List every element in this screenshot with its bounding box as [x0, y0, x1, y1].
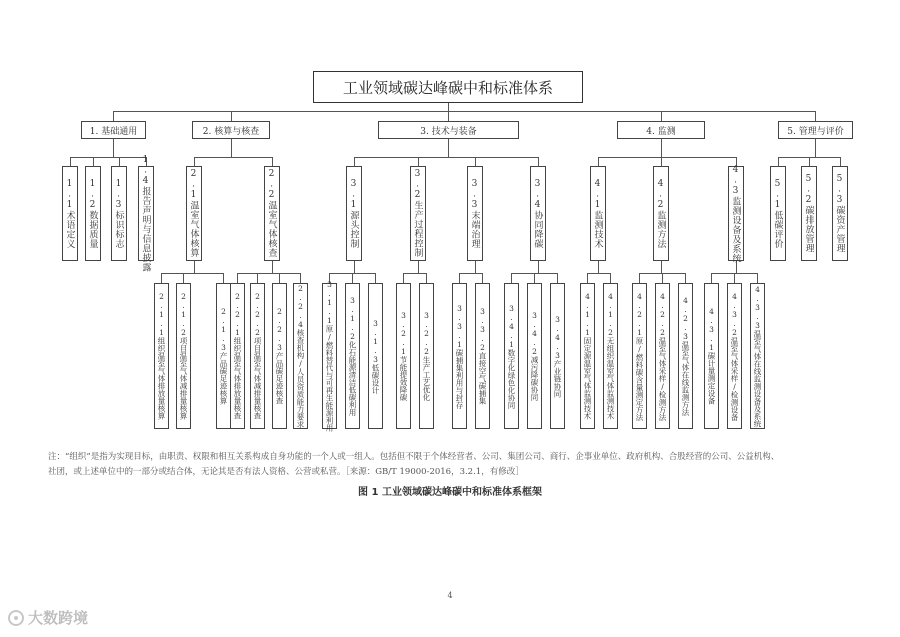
node-2-2-2 — [250, 283, 265, 429]
node-2-2 — [264, 166, 280, 261]
watermark-text: 大数跨境 — [28, 609, 89, 627]
node-label: 1.1术语定义 — [64, 178, 75, 249]
node-2-2-4 — [293, 283, 308, 429]
node-label: 4.3.2温室气体采样/检测设备 — [730, 291, 739, 421]
category-label: 5. 管理与评价 — [787, 126, 844, 137]
category-technology-equipment — [378, 121, 519, 139]
node-label: 3.2.2生产工艺优化 — [422, 311, 431, 401]
node-label: 2.2.3产品碳足迹核查 — [275, 307, 284, 405]
node-3-2 — [410, 166, 426, 261]
node-label: 3.3.1碳捕集利用与封存 — [455, 303, 464, 409]
node-4-2-1 — [632, 283, 647, 429]
node-3-1-2 — [345, 283, 360, 429]
node-4-2 — [653, 166, 669, 261]
category-monitoring — [617, 121, 705, 139]
node-label: 4.1.2无组织温室气体监测技术 — [606, 292, 615, 420]
node-label: 2.1.2项目温室气体减排量核算 — [179, 292, 188, 420]
node-4-2-2 — [655, 283, 670, 429]
node-4-3-3 — [750, 283, 765, 429]
footnote — [48, 450, 858, 480]
category-label: 3. 技术与装备 — [420, 126, 477, 137]
node-label: 2.2温室气体核查 — [266, 169, 277, 258]
node-label: 1.4报告声明与信息披露 — [140, 155, 151, 272]
node-label: 3.1.1原/燃料替代与可再生能源利用 — [325, 280, 334, 432]
category-label: 4. 监测 — [646, 126, 676, 137]
node-label: 3.4协同降碳 — [532, 178, 543, 249]
node-label: 3.2生产过程控制 — [412, 169, 423, 258]
node-2-2-3 — [272, 283, 287, 429]
node-4-1-2 — [603, 283, 618, 429]
node-2-1 — [186, 166, 202, 261]
node-1-3 — [111, 166, 127, 261]
node-label: 4.2监测方法 — [655, 178, 666, 249]
node-5-2 — [801, 166, 817, 261]
node-2-2-1 — [230, 283, 245, 429]
footnote-line: 社团，或上述单位中的一部分或结合体，无论其是否有法人资格、公营或私营。［来源：GB/T 19000-2016，3.2.1，有修改］ — [48, 467, 524, 477]
node-label: 2.1.1组织温室气体排放量核算 — [157, 292, 166, 420]
category-management-evaluation — [778, 121, 853, 139]
node-label: 2.2.2项目温室气体减排量核查 — [253, 292, 262, 420]
node-label: 3.4.1数字化绿色化协同 — [507, 303, 516, 409]
footnote-line: 注：“组织”是指为实现目标，由职责、权限和相互关系构成自身功能的一个人或一组人。包括但不限于个体经营者、公司、集团公司、商行、企事业单位、政府机构、合股经营的公司、公益机构、 — [48, 452, 780, 462]
node-1-1 — [62, 166, 78, 261]
node-3-2-2 — [419, 283, 434, 429]
node-label: 3.4.2减污降碳协同 — [530, 311, 539, 401]
node-label: 2.1.3产品碳足迹核算 — [219, 307, 228, 405]
node-4-3-2 — [727, 283, 742, 429]
node-label: 3.1.3低碳设计 — [371, 318, 380, 394]
node-label: 1.2数据质量 — [87, 178, 98, 249]
node-1-4 — [138, 155, 154, 272]
node-1-2 — [85, 166, 101, 261]
node-label: 4.3.3温室气体在线监测设备及系统 — [753, 284, 762, 428]
category-label: 1. 基础通用 — [89, 126, 138, 137]
node-label: 5.3碳资产管理 — [834, 174, 845, 253]
node-3-4-1 — [504, 283, 519, 429]
node-label: 3.1源头控制 — [348, 178, 359, 249]
node-2-1-1 — [154, 283, 169, 429]
watermark — [8, 607, 88, 628]
node-4-3-1 — [704, 283, 719, 429]
node-4-2-3 — [678, 283, 693, 429]
node-label: 4.2.2温室气体采样/检测方法 — [658, 291, 667, 421]
node-label: 5.2碳排放管理 — [803, 174, 814, 253]
node-label: 2.1温室气体核算 — [188, 169, 199, 258]
node-3-2-1 — [396, 283, 411, 429]
root-title: 工业领域碳达峰碳中和标准体系 — [342, 78, 553, 97]
figure-caption: 图 1 工业领域碳达峰碳中和标准体系框架 — [358, 487, 542, 498]
category-accounting-verification — [192, 121, 270, 139]
node-label: 3.3末端治理 — [469, 178, 480, 249]
category-basic-general — [81, 121, 146, 139]
node-label: 2.2.1组织温室气体排放量核查 — [233, 292, 242, 420]
node-2-1-2 — [176, 283, 191, 429]
node-label: 3.3.2直接空气碳捕集 — [478, 307, 487, 405]
node-label: 4.3.1碳计量测定设备 — [707, 307, 716, 405]
node-label: 5.1低碳评价 — [772, 178, 783, 249]
node-label: 4.1监测技术 — [592, 178, 603, 249]
category-label: 2. 核算与核查 — [202, 126, 260, 137]
node-3-4-2 — [527, 283, 542, 429]
node-3-4-3 — [550, 283, 565, 429]
root-title-box — [313, 71, 583, 103]
node-5-1 — [770, 166, 786, 261]
node-3-1-1 — [322, 280, 337, 432]
node-4-1-1 — [580, 283, 595, 429]
node-label: 3.1.2化石能源清洁低碳利用 — [348, 296, 357, 416]
node-label: 4.1.1固定源温室气体监测技术 — [583, 292, 592, 420]
node-3-3-2 — [475, 283, 490, 429]
node-label: 4.3监测设备及系统 — [730, 164, 741, 263]
node-4-3 — [728, 166, 744, 261]
watermark-logo-icon — [8, 610, 24, 626]
node-label: 3.2.1节能提效降碳 — [399, 311, 408, 401]
node-label: 1.3标识标志 — [113, 178, 124, 249]
node-5-3 — [832, 166, 848, 261]
node-3-3-1 — [452, 283, 467, 429]
node-label: 2.2.4核查机构/人员资质能力要求 — [296, 284, 305, 428]
page-number: 4 — [447, 591, 453, 600]
node-label: 3.4.3产业链协同 — [553, 314, 562, 398]
node-3-4 — [530, 166, 546, 261]
node-3-3 — [467, 166, 483, 261]
node-4-1 — [590, 166, 606, 261]
node-label: 4.2.3温室气体在线监测方法 — [681, 296, 690, 416]
node-2-1-3 — [216, 283, 231, 429]
node-3-1 — [346, 166, 362, 261]
node-3-1-3 — [368, 283, 383, 429]
node-label: 4.2.1原/燃料碳含量测定方法 — [635, 291, 644, 421]
